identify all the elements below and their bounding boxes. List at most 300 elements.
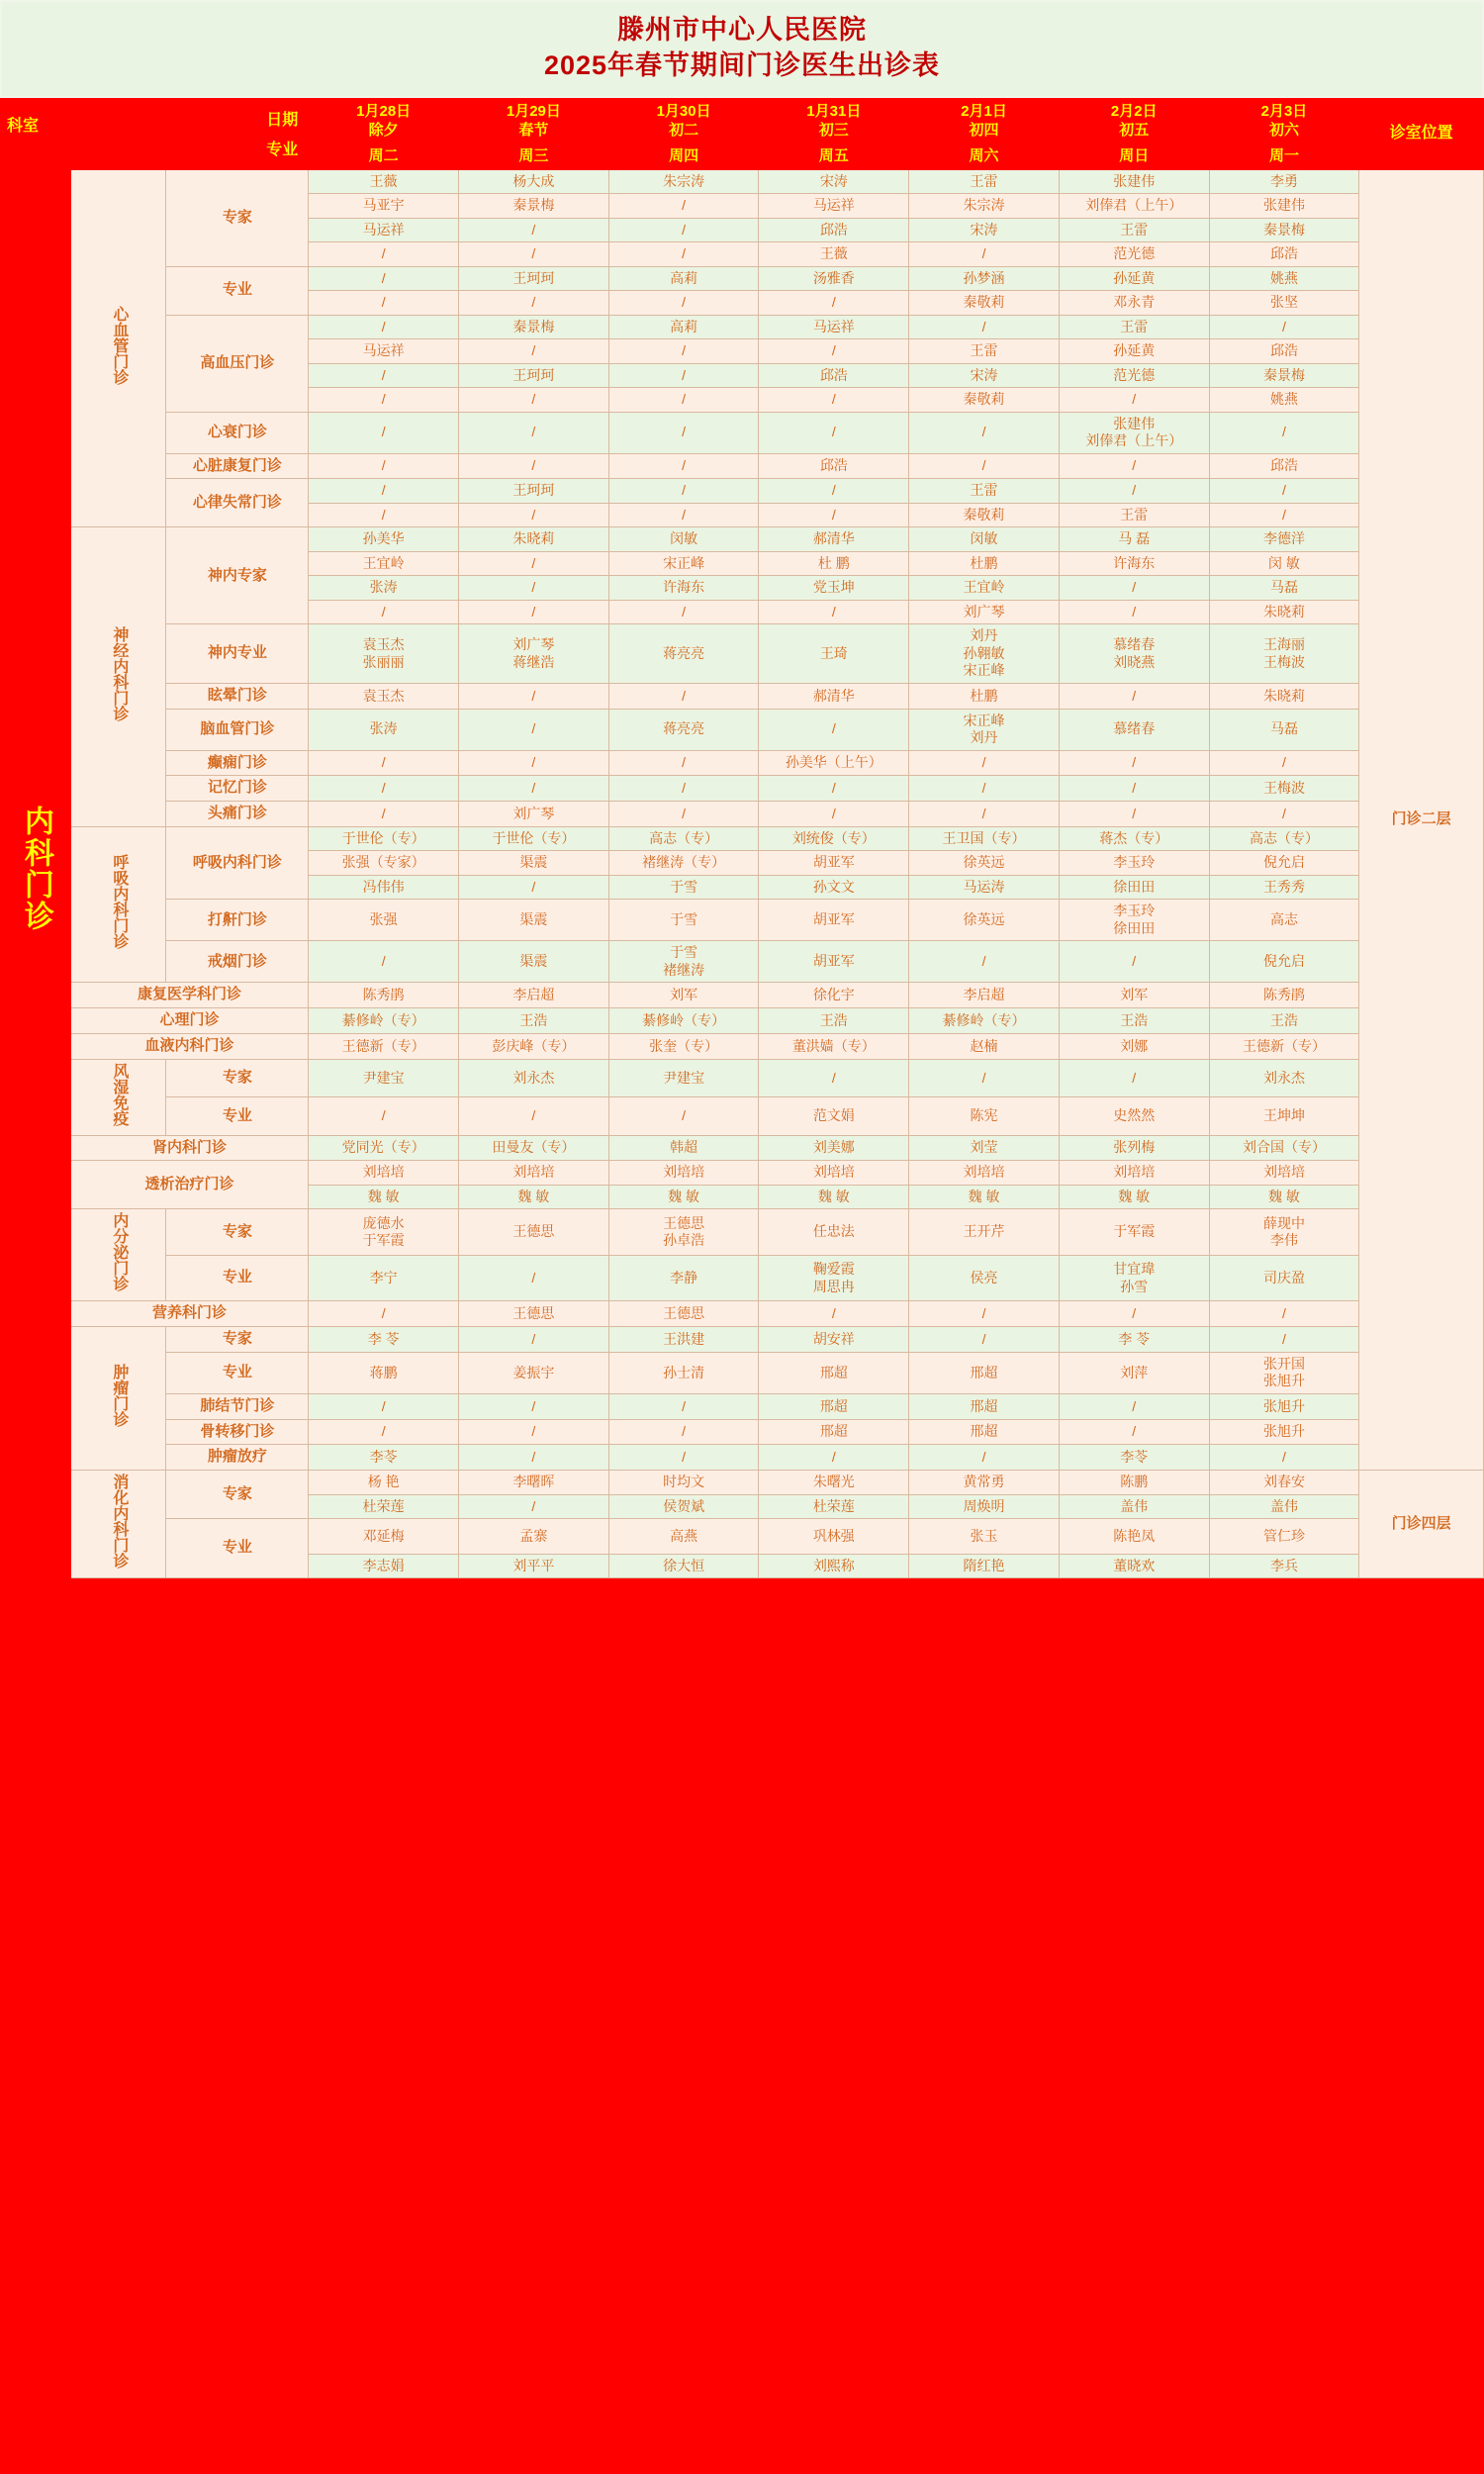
doctor-cell: 盖伟 [1059, 1494, 1209, 1519]
doctor-cell: / [309, 503, 459, 527]
doctor-cell: 王雷 [909, 169, 1060, 194]
doctor-cell: 于雪 褚继涛 [608, 941, 759, 983]
doctor-cell: / [309, 1301, 459, 1327]
location-floor2: 门诊二层 [1359, 169, 1484, 1471]
doctor-cell: / [309, 315, 459, 339]
doctor-cell: 于世伦（专） [459, 826, 609, 851]
doctor-cell: / [608, 776, 759, 802]
doctor-cell: 王珂珂 [459, 479, 609, 504]
doctor-cell: / [608, 683, 759, 709]
doctor-cell: 李 苓 [1059, 1327, 1209, 1353]
doctor-cell: 王德新（专） [1209, 1033, 1359, 1059]
doctor-cell: / [1059, 576, 1209, 601]
doctor-cell: / [1209, 802, 1359, 827]
doctor-cell: / [759, 776, 909, 802]
doctor-cell: / [759, 1445, 909, 1471]
doctor-cell: 杜荣莲 [759, 1494, 909, 1519]
table-row [1, 802, 1484, 827]
doctor-cell: 魏 敏 [459, 1185, 609, 1209]
specialty-name: 打鼾门诊 [166, 900, 309, 941]
doctor-cell: 孙延黄 [1059, 339, 1209, 364]
doctor-cell: 王秀秀 [1209, 875, 1359, 900]
table-row [1, 1097, 1484, 1136]
doctor-cell: / [909, 802, 1060, 827]
doctor-cell: 马 磊 [1059, 527, 1209, 552]
doctor-cell: 巩林强 [759, 1519, 909, 1555]
doctor-cell: / [1059, 600, 1209, 624]
doctor-cell: 党同光（专） [309, 1135, 459, 1161]
doctor-cell: / [309, 802, 459, 827]
header-date-5: 2月1日 初四 [909, 98, 1060, 143]
doctor-cell: 张旭升 [1209, 1419, 1359, 1445]
doctor-cell: 王德思 [459, 1209, 609, 1256]
header-date-7: 2月3日 初六 [1209, 98, 1359, 143]
doctor-cell: 宋涛 [759, 169, 909, 194]
doctor-cell: 綦修岭（专） [309, 1008, 459, 1034]
doctor-cell: 孙美华 [309, 527, 459, 552]
table-row [1, 315, 1484, 339]
table-row [1, 266, 1484, 291]
table-row [1, 826, 1484, 851]
doctor-cell: / [909, 1059, 1060, 1097]
doctor-cell: 李启超 [459, 983, 609, 1008]
table-row [1, 1419, 1484, 1445]
specialty-name: 专业 [166, 1255, 309, 1301]
location-floor4: 门诊四层 [1359, 1471, 1484, 1578]
doctor-cell: / [608, 600, 759, 624]
header-date-4: 1月31日 初三 [759, 98, 909, 143]
table-row [1, 750, 1484, 776]
doctor-cell: 刘培培 [309, 1161, 459, 1186]
doctor-cell: 徐英远 [909, 900, 1060, 941]
doctor-cell: 范光德 [1059, 242, 1209, 267]
doctor-cell: / [1209, 479, 1359, 504]
doctor-cell: / [759, 291, 909, 316]
doctor-cell: / [608, 503, 759, 527]
specialty-name: 呼吸内科门诊 [166, 826, 309, 900]
doctor-cell: 张建伟 [1059, 169, 1209, 194]
doctor-cell: 范文娟 [759, 1097, 909, 1136]
doctor-cell: 张建伟 刘俸君（上午） [1059, 412, 1209, 453]
doctor-cell: 闵敏 [608, 527, 759, 552]
doctor-cell: 王坤坤 [1209, 1097, 1359, 1136]
doctor-cell: 闵 敏 [1209, 551, 1359, 576]
doctor-cell: 邓延梅 [309, 1519, 459, 1555]
doctor-cell: 马运祥 [759, 194, 909, 219]
doctor-cell: 刘永杰 [1209, 1059, 1359, 1097]
specialty-name: 心律失常门诊 [166, 479, 309, 527]
doctor-cell: 张开国 张旭升 [1209, 1352, 1359, 1393]
doctor-cell: / [759, 503, 909, 527]
doctor-cell: / [459, 750, 609, 776]
doctor-cell: / [608, 802, 759, 827]
doctor-cell: / [608, 479, 759, 504]
doctor-cell: 郝清华 [759, 527, 909, 552]
specialty-name: 记忆门诊 [166, 776, 309, 802]
table-row [1, 709, 1484, 750]
doctor-cell: / [909, 750, 1060, 776]
doctor-cell: 史然然 [1059, 1097, 1209, 1136]
doctor-cell: / [459, 339, 609, 364]
doctor-cell: 孙延黄 [1059, 266, 1209, 291]
doctor-cell: 魏 敏 [759, 1185, 909, 1209]
doctor-cell: 刘广琴 [459, 802, 609, 827]
doctor-cell: / [459, 776, 609, 802]
doctor-cell: 徐大恒 [608, 1554, 759, 1578]
specialty-name: 眩晕门诊 [166, 683, 309, 709]
doctor-cell: 綦修岭（专） [909, 1008, 1060, 1034]
doctor-cell: 刘丹 孙翱敏 宋正峰 [909, 624, 1060, 684]
doctor-cell: 邓永青 [1059, 291, 1209, 316]
doctor-cell: 蒋亮亮 [608, 624, 759, 684]
doctor-cell: 刘培培 [459, 1161, 609, 1186]
table-row [1, 169, 1484, 194]
specialty-name: 脑血管门诊 [166, 709, 309, 750]
doctor-cell: 宋涛 [909, 218, 1060, 242]
doctor-cell: 周焕明 [909, 1494, 1060, 1519]
schedule-title: 2025年春节期间门诊医生出诊表 [543, 50, 941, 81]
doctor-cell: 刘培培 [608, 1161, 759, 1186]
header-location-label: 诊室位置 [1359, 98, 1484, 169]
doctor-cell: 王洪建 [608, 1327, 759, 1353]
header-weekday-3: 周四 [608, 143, 759, 169]
doctor-cell: 李宁 [309, 1255, 459, 1301]
table-row [1, 1445, 1484, 1471]
doctor-cell: 刘培培 [909, 1161, 1060, 1186]
doctor-cell: 李兵 [1209, 1554, 1359, 1578]
doctor-cell: / [1059, 453, 1209, 479]
specialty-name: 专家 [166, 1059, 309, 1097]
doctor-cell: / [909, 453, 1060, 479]
specialty-name: 神内专业 [166, 624, 309, 684]
specialty-name: 肿瘤放疗 [166, 1445, 309, 1471]
doctor-cell: 马磊 [1209, 576, 1359, 601]
doctor-cell: 刘美娜 [759, 1135, 909, 1161]
header-date-label: 日期 [266, 112, 299, 130]
doctor-cell: 秦景梅 [1209, 363, 1359, 388]
doctor-cell: 胡亚军 [759, 900, 909, 941]
specialty-name: 肺结节门诊 [166, 1393, 309, 1419]
doctor-cell: / [759, 388, 909, 413]
doctor-cell: 司庆盈 [1209, 1255, 1359, 1301]
doctor-cell: / [608, 218, 759, 242]
doctor-cell: / [1059, 1301, 1209, 1327]
doctor-cell: 徐田田 [1059, 875, 1209, 900]
doctor-cell: / [309, 266, 459, 291]
doctor-cell: 李德洋 [1209, 527, 1359, 552]
doctor-cell: / [759, 802, 909, 827]
doctor-cell: 孙美华（上午） [759, 750, 909, 776]
doctor-cell: 孟寨 [459, 1519, 609, 1555]
doctor-cell: 袁玉杰 张丽丽 [309, 624, 459, 684]
doctor-cell: 王德思 [459, 1301, 609, 1327]
doctor-cell: / [1059, 941, 1209, 983]
doctor-cell: 庞德水 于军霞 [309, 1209, 459, 1256]
doctor-cell: 李启超 [909, 983, 1060, 1008]
doctor-cell: 刘军 [608, 983, 759, 1008]
doctor-cell: / [608, 750, 759, 776]
doctor-cell: / [1209, 503, 1359, 527]
department-name: 内分泌门诊 [70, 1209, 166, 1301]
department-name: 风湿免疫 [70, 1059, 166, 1135]
doctor-cell: 董晓欢 [1059, 1554, 1209, 1578]
specialty-name: 心衰门诊 [166, 412, 309, 453]
doctor-cell: 黄常勇 [909, 1471, 1060, 1495]
doctor-cell: 倪允启 [1209, 941, 1359, 983]
doctor-cell: 许海东 [1059, 551, 1209, 576]
doctor-cell: 邱浩 [1209, 339, 1359, 364]
doctor-cell: 王薇 [759, 242, 909, 267]
doctor-cell: / [309, 363, 459, 388]
specialty-name: 心脏康复门诊 [166, 453, 309, 479]
doctor-cell: / [909, 315, 1060, 339]
doctor-cell: 胡亚军 [759, 941, 909, 983]
doctor-cell: 任忠法 [759, 1209, 909, 1256]
title-band [0, 0, 1484, 98]
header-date-3: 1月30日 初二 [608, 98, 759, 143]
doctor-cell: 彭庆峰（专） [459, 1033, 609, 1059]
doctor-cell: 董洪嫱（专） [759, 1033, 909, 1059]
doctor-cell: / [608, 291, 759, 316]
specialty-name: 专家 [166, 169, 309, 266]
doctor-cell: / [1059, 683, 1209, 709]
doctor-cell: 邢超 [759, 1419, 909, 1445]
specialty-name: 高血压门诊 [166, 315, 309, 412]
table-row [1, 1519, 1484, 1555]
doctor-cell: / [759, 412, 909, 453]
doctor-cell: / [459, 412, 609, 453]
doctor-cell: 秦敬莉 [909, 291, 1060, 316]
doctor-cell: / [909, 1327, 1060, 1353]
doctor-cell: 时均文 [608, 1471, 759, 1495]
doctor-cell: / [1209, 1445, 1359, 1471]
doctor-cell: 孙文文 [759, 875, 909, 900]
doctor-cell: / [459, 218, 609, 242]
doctor-cell: / [608, 363, 759, 388]
doctor-cell: 刘广琴 [909, 600, 1060, 624]
doctor-cell: / [909, 1301, 1060, 1327]
doctor-cell: / [309, 242, 459, 267]
doctor-cell: 秦景梅 [1209, 218, 1359, 242]
doctor-cell: / [608, 242, 759, 267]
specialty-name: 骨转移门诊 [166, 1419, 309, 1445]
doctor-cell: / [608, 388, 759, 413]
doctor-cell: 渠震 [459, 851, 609, 876]
doctor-cell: 马运涛 [909, 875, 1060, 900]
specialty-name: 专家 [166, 1327, 309, 1353]
doctor-cell: 孙士清 [608, 1352, 759, 1393]
doctor-cell: 马运祥 [759, 315, 909, 339]
doctor-cell: / [459, 291, 609, 316]
doctor-cell: 王雷 [1059, 315, 1209, 339]
doctor-cell: 王德思 [608, 1301, 759, 1327]
doctor-cell: / [1059, 388, 1209, 413]
doctor-cell: / [309, 453, 459, 479]
doctor-cell: / [309, 479, 459, 504]
doctor-cell: 朱宗涛 [608, 169, 759, 194]
doctor-cell: 刘培培 [1059, 1161, 1209, 1186]
doctor-cell: 李苓 [309, 1445, 459, 1471]
doctor-cell: 王雷 [909, 479, 1060, 504]
header-weekday-2: 周三 [459, 143, 609, 169]
doctor-cell: / [459, 1393, 609, 1419]
doctor-cell: 郝清华 [759, 683, 909, 709]
doctor-cell: 张坚 [1209, 291, 1359, 316]
table-row [1, 1135, 1484, 1161]
doctor-cell: 杜 鹏 [759, 551, 909, 576]
doctor-cell: 徐英远 [909, 851, 1060, 876]
department-name: 血液内科门诊 [70, 1033, 309, 1059]
doctor-cell: 朱宗涛 [909, 194, 1060, 219]
doctor-cell: 刘军 [1059, 983, 1209, 1008]
doctor-cell: / [309, 776, 459, 802]
doctor-cell: 尹建宝 [309, 1059, 459, 1097]
doctor-cell: 马磊 [1209, 709, 1359, 750]
doctor-cell: 刘广琴 蒋继浩 [459, 624, 609, 684]
table-row [1, 1161, 1484, 1186]
department-name: 神经内科门诊 [70, 527, 166, 827]
table-row [1, 479, 1484, 504]
doctor-cell: 于雪 [608, 900, 759, 941]
doctor-cell: 张涛 [309, 576, 459, 601]
doctor-cell: 陈鹏 [1059, 1471, 1209, 1495]
doctor-cell: 王珂珂 [459, 266, 609, 291]
doctor-cell: 侯亮 [909, 1255, 1060, 1301]
doctor-cell: 于雪 [608, 875, 759, 900]
doctor-cell: / [309, 388, 459, 413]
table-row [1, 776, 1484, 802]
doctor-cell: 李玉玲 徐田田 [1059, 900, 1209, 941]
doctor-cell: 王浩 [1209, 1008, 1359, 1034]
doctor-cell: 高志 [1209, 900, 1359, 941]
doctor-cell: / [459, 551, 609, 576]
doctor-cell: 邢超 [909, 1419, 1060, 1445]
header-spec-label: 专业 [266, 142, 299, 159]
doctor-cell: 刘永杰 [459, 1059, 609, 1097]
doctor-cell: 渠震 [459, 900, 609, 941]
doctor-cell: / [309, 412, 459, 453]
doctor-cell: 魏 敏 [909, 1185, 1060, 1209]
doctor-cell: / [759, 600, 909, 624]
doctor-cell: 杨 艳 [309, 1471, 459, 1495]
doctor-cell: 陈宪 [909, 1097, 1060, 1136]
header-weekday-5: 周六 [909, 143, 1060, 169]
doctor-cell: / [309, 941, 459, 983]
doctor-cell: 李静 [608, 1255, 759, 1301]
doctor-cell: 宋正峰 [608, 551, 759, 576]
doctor-cell: / [459, 1255, 609, 1301]
doctor-cell: 綦修岭（专） [608, 1008, 759, 1034]
doctor-cell: 闵敏 [909, 527, 1060, 552]
doctor-cell: 邱浩 [1209, 242, 1359, 267]
doctor-cell: / [909, 1445, 1060, 1471]
hospital-name: 滕州市中心人民医院 [617, 15, 867, 45]
doctor-cell: 刘培培 [1209, 1161, 1359, 1186]
table-row [1, 983, 1484, 1008]
doctor-cell: 王卫国（专） [909, 826, 1060, 851]
doctor-cell: 褚继涛（专） [608, 851, 759, 876]
doctor-cell: 胡安祥 [759, 1327, 909, 1353]
doctor-cell: 侯贺斌 [608, 1494, 759, 1519]
doctor-cell: 汤雅香 [759, 266, 909, 291]
doctor-cell: / [459, 576, 609, 601]
table-row [1, 1393, 1484, 1419]
table-row [1, 900, 1484, 941]
doctor-cell: 杜鹏 [909, 551, 1060, 576]
doctor-cell: / [459, 683, 609, 709]
doctor-cell: / [459, 709, 609, 750]
doctor-cell: 邢超 [759, 1352, 909, 1393]
doctor-cell: 李勇 [1209, 169, 1359, 194]
doctor-cell: 李苓 [1059, 1445, 1209, 1471]
doctor-cell: 邢超 [909, 1393, 1060, 1419]
department-name: 心理门诊 [70, 1008, 309, 1034]
doctor-cell: 王德新（专） [309, 1033, 459, 1059]
doctor-cell: 甘宜瑋 孙雪 [1059, 1255, 1209, 1301]
doctor-cell: 张旭升 [1209, 1393, 1359, 1419]
department-name: 透析治疗门诊 [70, 1161, 309, 1209]
doctor-cell: / [459, 1445, 609, 1471]
doctor-cell: 马运祥 [309, 218, 459, 242]
doctor-cell: 邢超 [759, 1393, 909, 1419]
doctor-cell: / [909, 776, 1060, 802]
doctor-cell: / [759, 479, 909, 504]
doctor-cell: / [459, 388, 609, 413]
doctor-cell: 王浩 [759, 1008, 909, 1034]
doctor-cell: 渠震 [459, 941, 609, 983]
doctor-cell: 于世伦（专） [309, 826, 459, 851]
doctor-cell: 李 苓 [309, 1327, 459, 1353]
department-name: 营养科门诊 [70, 1301, 309, 1327]
doctor-cell: / [909, 242, 1060, 267]
table-row [1, 527, 1484, 552]
doctor-cell: 王宜岭 [309, 551, 459, 576]
specialty-name: 专家 [166, 1471, 309, 1519]
doctor-cell: / [759, 1059, 909, 1097]
doctor-cell: / [1059, 1419, 1209, 1445]
department-name: 呼吸内科门诊 [70, 826, 166, 983]
doctor-cell: 慕绪春 刘晓燕 [1059, 624, 1209, 684]
doctor-cell: / [309, 1393, 459, 1419]
doctor-cell: 刘春安 [1209, 1471, 1359, 1495]
doctor-cell: 蒋杰（专） [1059, 826, 1209, 851]
doctor-cell: 秦敬莉 [909, 388, 1060, 413]
doctor-cell: 盖伟 [1209, 1494, 1359, 1519]
header-weekday-4: 周五 [759, 143, 909, 169]
doctor-cell: 陈艳凤 [1059, 1519, 1209, 1555]
doctor-cell: 陈秀鹃 [309, 983, 459, 1008]
doctor-cell: 宋正峰 刘丹 [909, 709, 1060, 750]
doctor-cell: 孙梦涵 [909, 266, 1060, 291]
doctor-cell: 蒋亮亮 [608, 709, 759, 750]
doctor-cell: / [759, 709, 909, 750]
table-row [1, 683, 1484, 709]
doctor-cell: 杜荣莲 [309, 1494, 459, 1519]
header-row-dates [1, 98, 1484, 143]
department-name: 康复医学科门诊 [70, 983, 309, 1008]
doctor-cell: 秦景梅 [459, 315, 609, 339]
side-label-internal-medicine: 内科门诊 [1, 169, 71, 1578]
table-row [1, 1327, 1484, 1353]
table-row [1, 412, 1484, 453]
doctor-cell: 宋涛 [909, 363, 1060, 388]
specialty-name: 头痛门诊 [166, 802, 309, 827]
header-weekday-1: 周二 [309, 143, 459, 169]
schedule-table [0, 98, 1484, 1578]
doctor-cell: / [608, 1419, 759, 1445]
doctor-cell: 张列梅 [1059, 1135, 1209, 1161]
doctor-cell: / [1209, 412, 1359, 453]
